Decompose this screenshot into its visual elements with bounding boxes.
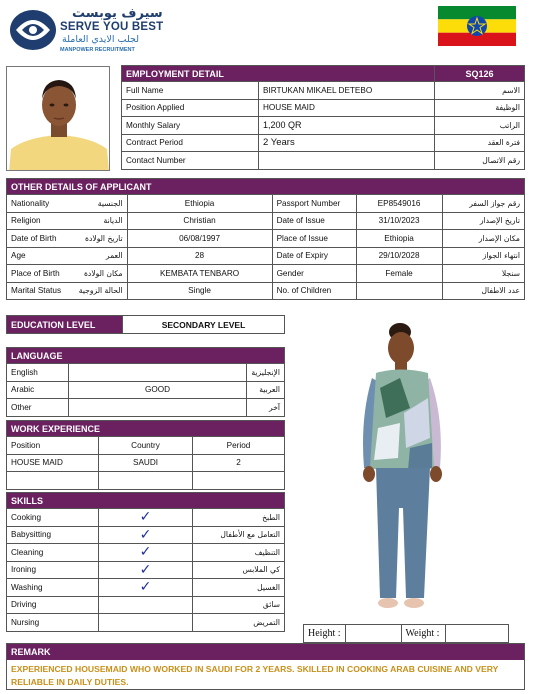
logo-english-title: SERVE YOU BEST — [60, 21, 164, 33]
row-value — [69, 364, 247, 382]
education-level-label: EDUCATION LEVEL — [7, 316, 123, 334]
weight-value — [445, 625, 509, 643]
row-value: 29/10/2028 — [356, 247, 442, 265]
table-row — [7, 282, 525, 300]
row-value: KEMBATA TENBARO — [127, 265, 272, 283]
row-value: 28 — [127, 247, 272, 265]
table-row — [7, 230, 525, 248]
row-value: 2 Years — [259, 134, 435, 152]
logo-arabic-title: سيرف يوبست — [72, 6, 163, 21]
row-label: Contract Period — [122, 134, 259, 152]
row-label: Full Name — [122, 82, 259, 100]
table-row — [7, 265, 525, 283]
row-arabic-label: الإنجليزية — [247, 364, 285, 382]
applicant-full-body-photo — [300, 318, 510, 620]
table-row — [122, 82, 525, 100]
cell-position: HOUSE MAID — [7, 454, 99, 472]
row-label: Position Applied — [122, 99, 259, 117]
row-label: Other — [7, 399, 69, 417]
row-arabic-label: رقم الاتصال — [435, 152, 525, 170]
height-label: Height : — [304, 625, 346, 643]
row-arabic-label: سائق — [193, 596, 285, 614]
table-row — [7, 526, 285, 544]
other-details-title: OTHER DETAILS OF APPLICANT — [7, 179, 525, 195]
row-label: Gender — [272, 265, 356, 283]
table-row — [7, 544, 285, 562]
row-arabic-label: مكان الولادة — [65, 265, 127, 283]
ethiopia-flag-icon — [438, 6, 516, 46]
cell-country — [99, 472, 193, 490]
row-value — [356, 282, 442, 300]
row-value: 1,200 QR — [259, 117, 435, 135]
checkmark-icon: ✓ — [99, 579, 193, 597]
row-label: Cleaning — [7, 544, 99, 562]
other-details-table — [6, 178, 525, 300]
table-row — [7, 364, 285, 382]
row-value: Single — [127, 282, 272, 300]
language-table — [6, 347, 285, 417]
table-row — [7, 212, 525, 230]
row-arabic-label: التنظيف — [193, 544, 285, 562]
cell-country: SAUDI — [99, 454, 193, 472]
row-arabic-label: الديانة — [65, 212, 127, 230]
row-label: Age — [7, 247, 66, 265]
row-value: 31/10/2023 — [356, 212, 442, 230]
education-level-table — [6, 315, 285, 334]
table-row — [7, 561, 285, 579]
row-arabic-label: الحالة الزوجية — [65, 282, 127, 300]
checkmark-icon: ✓ — [99, 544, 193, 562]
height-weight-table — [303, 624, 509, 643]
row-value: HOUSE MAID — [259, 99, 435, 117]
row-label: Contact Number — [122, 152, 259, 170]
table-row — [122, 99, 525, 117]
cell-position — [7, 472, 99, 490]
skill-check-cell — [99, 596, 193, 614]
row-arabic-label: الجنسية — [65, 195, 127, 213]
row-label: Cooking — [7, 509, 99, 527]
row-value: BIRTUKAN MIKAEL DETEBO — [259, 82, 435, 100]
row-label: Religion — [7, 212, 66, 230]
weight-label: Weight : — [401, 625, 445, 643]
row-arabic-label: كي الملابس — [193, 561, 285, 579]
remark-title: REMARK — [7, 644, 524, 660]
table-row — [7, 509, 285, 527]
row-label: Washing — [7, 579, 99, 597]
remark-section — [6, 643, 525, 690]
employment-detail-table — [121, 65, 525, 170]
checkmark-icon: ✓ — [99, 509, 193, 527]
reference-code: SQ126 — [435, 66, 525, 82]
column-header: Period — [193, 437, 285, 455]
row-label: Nationality — [7, 195, 66, 213]
language-title: LANGUAGE — [7, 348, 285, 364]
row-arabic-label: الطبخ — [193, 509, 285, 527]
checkmark-icon: ✓ — [99, 526, 193, 544]
row-arabic-label: الغسيل — [193, 579, 285, 597]
row-label: Nursing — [7, 614, 99, 632]
row-label: Date of Expiry — [272, 247, 356, 265]
row-label: Date of Birth — [7, 230, 66, 248]
row-label: Marital Status — [7, 282, 66, 300]
row-arabic-label: سنجلا — [442, 265, 524, 283]
logo-emblem-icon — [8, 8, 58, 52]
work-experience-title: WORK EXPERIENCE — [7, 421, 285, 437]
row-label: English — [7, 364, 69, 382]
cell-period: 2 — [193, 454, 285, 472]
employment-detail-title: EMPLOYMENT DETAIL — [122, 66, 435, 82]
table-header-row — [7, 437, 285, 455]
table-row — [7, 247, 525, 265]
remark-text: EXPERIENCED HOUSEMAID WHO WORKED IN SAUDI FOR 2 YEARS. SKILLED IN COOKING ARAB CUISINE AND VERY RELIABLE IN DAILY DUTIES. — [11, 664, 499, 687]
row-arabic-label: رقم جواز السفر — [442, 195, 524, 213]
row-arabic-label: الوظيفة — [435, 99, 525, 117]
table-row — [7, 381, 285, 399]
table-row — [7, 472, 285, 490]
row-label: Place of Birth — [7, 265, 66, 283]
row-value: 06/08/1997 — [127, 230, 272, 248]
checkmark-icon: ✓ — [99, 561, 193, 579]
row-label: Monthly Salary — [122, 117, 259, 135]
skills-title: SKILLS — [7, 493, 285, 509]
row-arabic-label: فترة العقد — [435, 134, 525, 152]
row-value: Ethiopia — [127, 195, 272, 213]
row-value: Female — [356, 265, 442, 283]
row-value — [69, 399, 247, 417]
skill-check-cell — [99, 614, 193, 632]
row-label: Driving — [7, 596, 99, 614]
row-arabic-label: التمريض — [193, 614, 285, 632]
table-row — [7, 454, 285, 472]
row-value: Ethiopia — [356, 230, 442, 248]
row-arabic-label: الراتب — [435, 117, 525, 135]
row-label: Passport Number — [272, 195, 356, 213]
work-experience-table — [6, 420, 285, 490]
education-level-value: SECONDARY LEVEL — [123, 316, 285, 334]
row-arabic-label: آخر — [247, 399, 285, 417]
row-arabic-label: تاريخ الولادة — [65, 230, 127, 248]
row-arabic-label: انتهاء الجواز — [442, 247, 524, 265]
row-arabic-label: التعامل مع الأطفال — [193, 526, 285, 544]
applicant-portrait-photo — [6, 66, 110, 171]
row-label: Babysitting — [7, 526, 99, 544]
row-arabic-label: مكان الإصدار — [442, 230, 524, 248]
logo-arabic-subtitle: لجلب الايدي العاملة — [62, 34, 140, 45]
table-row — [122, 134, 525, 152]
row-arabic-label: تاريخ الإصدار — [442, 212, 524, 230]
row-label: Date of Issue — [272, 212, 356, 230]
row-label: Ironing — [7, 561, 99, 579]
column-header: Country — [99, 437, 193, 455]
table-row — [7, 596, 285, 614]
row-arabic-label: العربية — [247, 381, 285, 399]
logo-english-subtitle: MANPOWER RECRUITMENT — [60, 47, 135, 53]
row-arabic-label: عدد الاطفال — [442, 282, 524, 300]
row-value: GOOD — [69, 381, 247, 399]
table-row — [7, 399, 285, 417]
row-label: Place of Issue — [272, 230, 356, 248]
row-value — [259, 152, 435, 170]
table-row — [122, 117, 525, 135]
row-arabic-label: العمر — [65, 247, 127, 265]
table-row — [122, 152, 525, 170]
row-label: No. of Children — [272, 282, 356, 300]
row-arabic-label: الاسم — [435, 82, 525, 100]
company-logo — [8, 6, 168, 54]
cell-period — [193, 472, 285, 490]
skills-table — [6, 492, 285, 632]
table-row — [7, 195, 525, 213]
row-label: Arabic — [7, 381, 69, 399]
height-value — [345, 625, 401, 643]
table-row — [7, 579, 285, 597]
row-value: EP8549016 — [356, 195, 442, 213]
row-value: Christian — [127, 212, 272, 230]
table-row — [7, 614, 285, 632]
column-header: Position — [7, 437, 99, 455]
